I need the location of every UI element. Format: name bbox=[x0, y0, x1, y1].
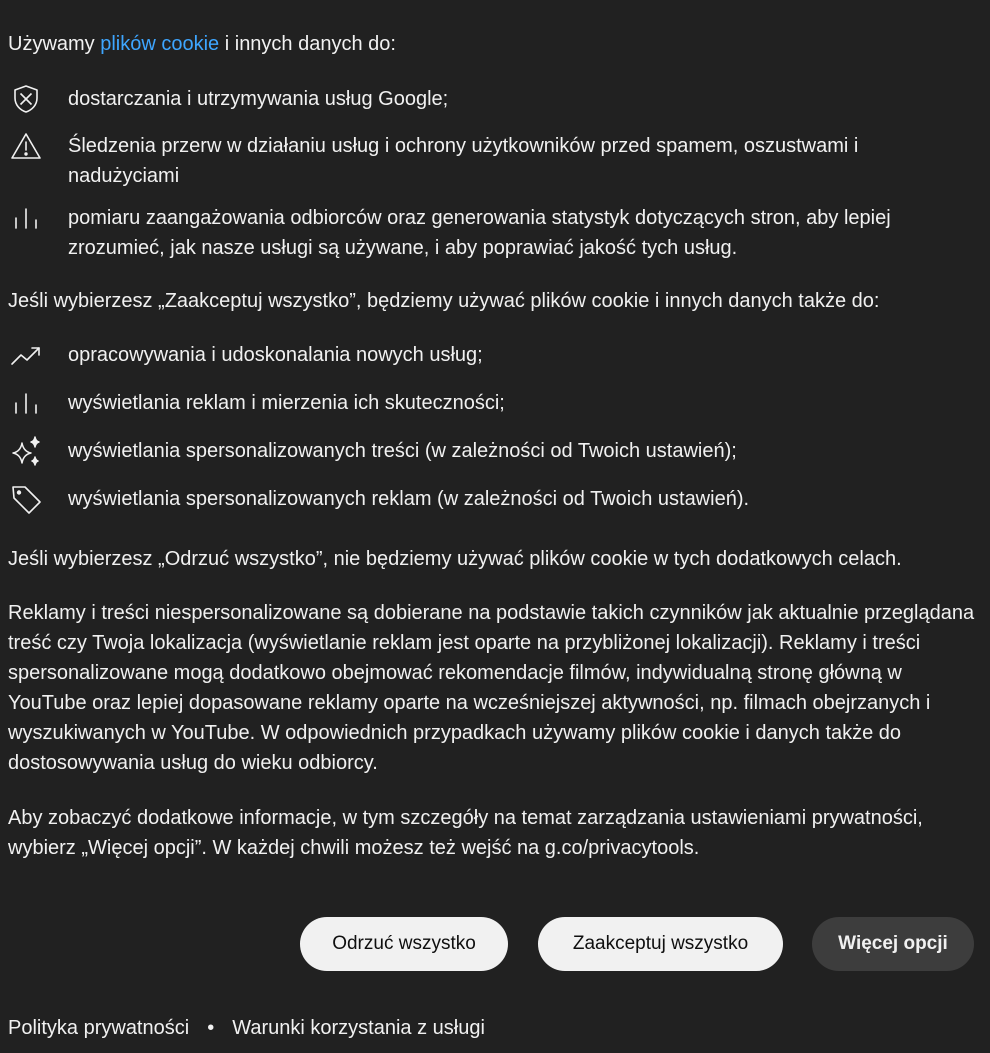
intro-prefix: Używamy bbox=[8, 33, 101, 55]
privacy-policy-link[interactable]: Polityka prywatności bbox=[8, 1017, 190, 1039]
intro-suffix: i innych danych do: bbox=[219, 33, 396, 55]
accept-intro: Jeśli wybierzesz „Zaakceptuj wszystko”, będziemy używać plików cookie i innych danych także do: bbox=[8, 290, 880, 312]
accept-item-personal-ads bbox=[0, 484, 990, 514]
basic-item-measurement bbox=[0, 203, 990, 259]
basic-item-services bbox=[0, 84, 990, 114]
basic-item-abuse bbox=[0, 131, 990, 187]
reject-all-button[interactable]: Odrzuć wszystko bbox=[300, 917, 508, 971]
footer-separator: • bbox=[207, 1017, 215, 1039]
shield-icon bbox=[8, 81, 44, 117]
bar-chart-icon bbox=[8, 200, 44, 236]
accept-item-label: opracowywania i udoskonalania nowych usług; bbox=[68, 344, 483, 366]
sparkle-icon bbox=[8, 433, 44, 469]
accept-item-label: wyświetlania spersonalizowanych treści (w zależności od Twoich ustawień); bbox=[68, 440, 737, 462]
intro-text bbox=[8, 29, 396, 59]
tag-icon bbox=[8, 481, 44, 517]
accept-item-label: wyświetlania spersonalizowanych reklam (w zależności od Twoich ustawień). bbox=[68, 488, 750, 510]
accept-item-development bbox=[0, 340, 990, 370]
personalization-text: Reklamy i treści niespersonalizowane są dobierane na podstawie takich czynników jak aktualnie przeglądana treść czy Twoja lokalizacja (wyświetlanie reklam jest oparte na przybliżonej lokalizacji). Reklamy i treści spersonalizowane mogą dodatkowo obejmować rekomendacje filmów, indywidualną stronę główną w YouTube oraz lepiej dopasowane reklamy oparte na wcześniejszej aktywności, np. filmach obejrzanych i wyszukiwanych w YouTube. W odpowiednich przypadkach używamy plików cookie i danych także do dostosowywania usług do wieku odbiorcy. bbox=[8, 602, 975, 774]
basic-item-label: pomiaru zaangażowania odbiorców oraz generowania statystyk dotyczących stron, aby lepiej zrozumieć, jak nasze usługi są używane, i aby poprawiać jakość tych usług. bbox=[68, 207, 891, 259]
more-info-text: Aby zobaczyć dodatkowe informacje, w tym szczegóły na temat zarządzania ustawieniami prywatności, wybierz „Więcej opcji”. W każdej chwili możesz też wejść na g.co/privacytools. bbox=[8, 807, 923, 859]
trending-up-icon bbox=[8, 337, 44, 373]
bar-chart-icon bbox=[8, 385, 44, 421]
cookies-link[interactable]: plików cookie bbox=[100, 33, 220, 55]
reject-text: Jeśli wybierzesz „Odrzuć wszystko”, nie będziemy używać plików cookie w tych dodatkowych celach. bbox=[8, 548, 902, 570]
accept-item-content bbox=[0, 436, 990, 466]
more-options-button[interactable]: Więcej opcji bbox=[812, 917, 974, 971]
warning-icon bbox=[8, 128, 44, 164]
footer-links bbox=[8, 1013, 485, 1043]
basic-item-label: Śledzenia przerw w działaniu usług i ochrony użytkowników przed spamem, oszustwami i nadużyciami bbox=[68, 135, 859, 187]
basic-item-label: dostarczania i utrzymywania usług Google; bbox=[68, 88, 449, 110]
accept-item-ads bbox=[0, 388, 990, 418]
accept-all-button[interactable]: Zaakceptuj wszystko bbox=[538, 917, 783, 971]
terms-of-service-link[interactable]: Warunki korzystania z usługi bbox=[232, 1017, 485, 1039]
accept-item-label: wyświetlania reklam i mierzenia ich skuteczności; bbox=[68, 392, 505, 414]
